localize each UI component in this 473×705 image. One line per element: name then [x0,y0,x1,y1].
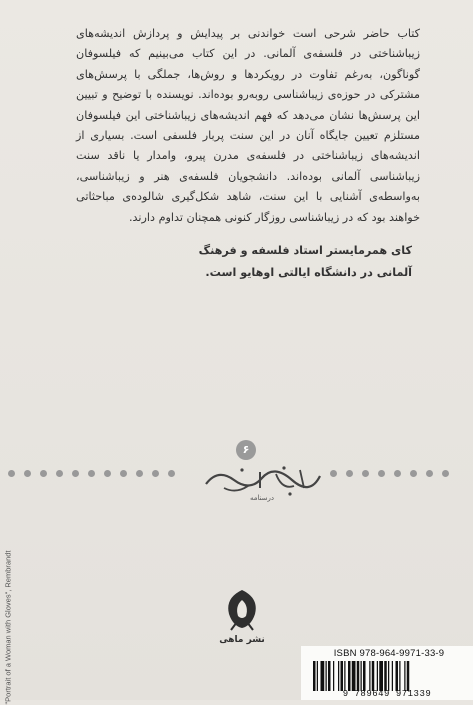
dot [24,470,31,477]
barcode-icon [311,661,467,691]
dot [394,470,401,477]
dot [136,470,143,477]
series-logo-icon [196,458,328,502]
dot [104,470,111,477]
barcode-digits: 9 789649 971339 [342,689,432,699]
dot [378,470,385,477]
series-number-badge: ۶ [236,440,256,460]
isbn-number: ISBN 978-964-9971-33-9 [333,648,445,659]
author-bio-line-2: آلمانی در دانشگاه ایالتی اوهایو است. [205,266,412,279]
dot [442,470,449,477]
dot [56,470,63,477]
isbn-barcode-block [301,646,473,700]
author-bio-line-1: کای همرمایستر استاد فلسفه و فرهنگ [198,244,412,257]
publisher-logo-icon [219,586,265,646]
dot [330,470,337,477]
dot [410,470,417,477]
series-logo-text: درسنامه [249,494,275,502]
dot [88,470,95,477]
author-bio [150,240,412,284]
dot [120,470,127,477]
dot [152,470,159,477]
dot [40,470,47,477]
dot [426,470,433,477]
decorative-dot-row-left [8,467,175,479]
publisher-name: نشر ماهی [219,635,265,645]
dot [168,470,175,477]
dot [72,470,79,477]
cover-art-caption: "Portrait of a Woman with Gloves", Rembrandt [3,550,13,705]
decorative-dot-row-right [330,467,449,479]
dot [362,470,369,477]
dot [346,470,353,477]
book-blurb: کتاب حاضر شرحی است خواندنی بر پیدایش و پردازش اندیشه‌های زیباشناختی در فلسفه‌ی آلمانی. در این کتاب می‌بینیم که فیلسوفان گوناگون، به‌رغم تفاوت در رویکردها و روش‌ها، جملگی با پرسش‌های مشترکی در حوزه‌ی زیباشناسی روبه‌رو بوده‌اند. نویسنده با توضیح و تبیین این پرسش‌ها نشان می‌دهد که فهم اندیشه‌های زیباشناختی این فیلسوفان مستلزم تعیین جایگاه آنان در این سنت پربار فلسفی است. بسیاری از اندیشه‌های زیباشناختی در فلسفه‌ی مدرن پیرو، وامدار یا ناقد سنت زیباشناسی آلمانی بوده‌اند. دانشجویان فلسفه‌ی هنر و زیباشناسی، به‌واسطه‌ی آشنایی با این سنت، شاهد شکل‌گیری شالوده‌ی مباحثاتی خواهند بود که در زیباشناسی روزگار کنونی همچنان تداوم دارند. [76,27,420,224]
